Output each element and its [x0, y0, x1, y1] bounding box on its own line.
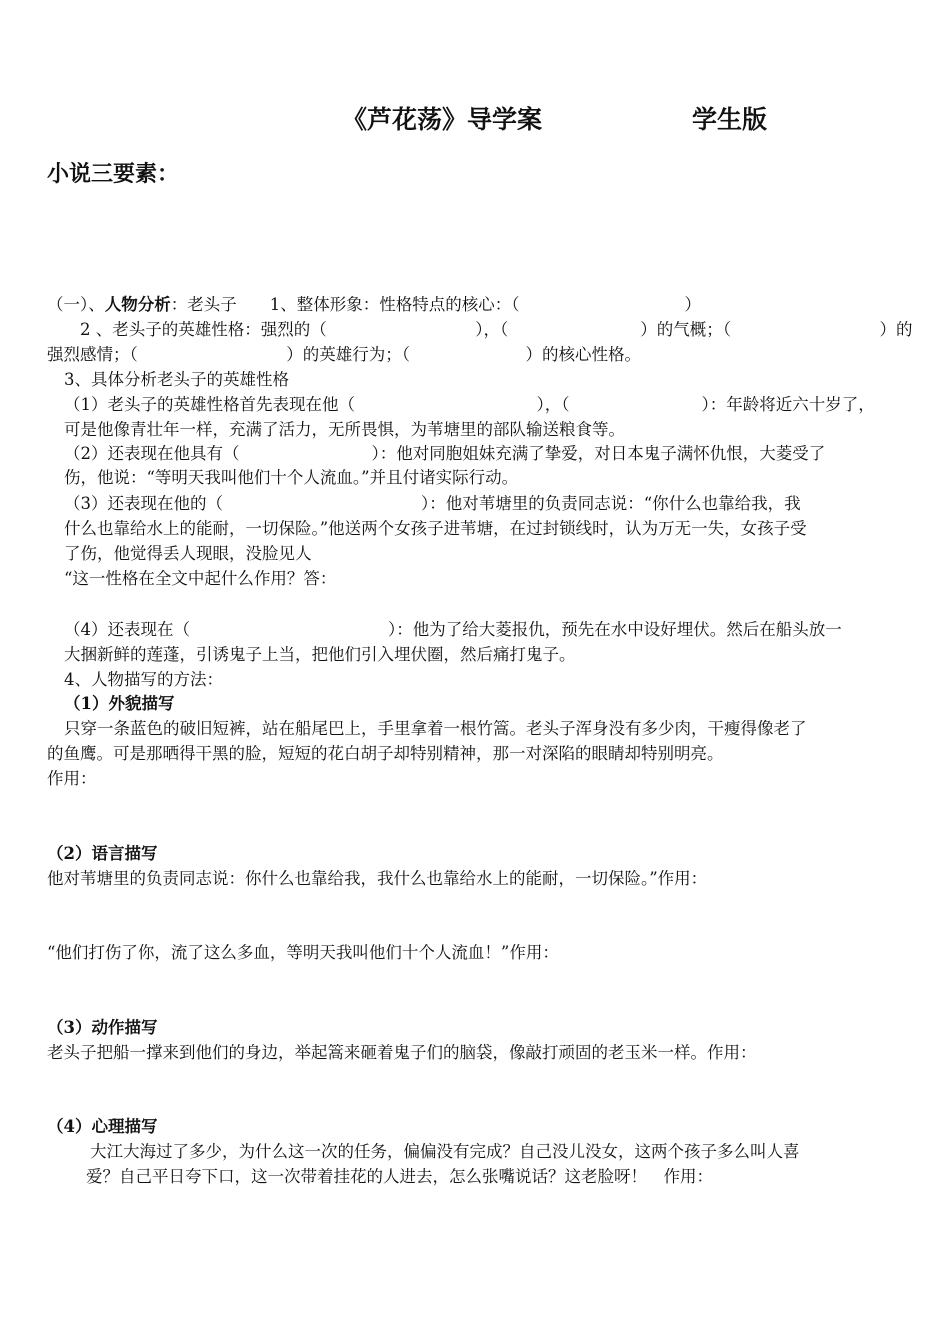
section-prefix: （一）、 — [47, 295, 105, 314]
subheading-psychology: （4）心理描写 — [47, 1117, 158, 1136]
text-line: 可是他像青壮年一样，充满了活力，无所畏惧，为苇塘里的部队输送粮食等。 — [64, 420, 625, 439]
text-line: 的鱼鹰。可是那晒得干黑的脸，短短的花白胡子却特别精神，那一对深陷的眼睛却特别明亮。 — [47, 744, 724, 763]
page-title: 《芦花荡》导学案 — [342, 105, 543, 134]
text-line: （4）还表现在（ ）：他为了给大菱报仇，预先在水中设好埋伏。然后在船头放一 — [64, 620, 842, 639]
character-analysis-line — [47, 294, 701, 316]
text-line: 强烈感情；（ ）的英雄行为；（ ）的核心性格。 — [47, 345, 641, 364]
text-line: 爱？自己平日夸下口，这一次带着挂花的人进去，怎么张嘴说话？这老脸呀！ 作用： — [86, 1167, 713, 1186]
text-line: 什么也靠给水上的能耐，一切保险。”他送两个女孩子进苇塘，在过封锁线时，认为万无一失，女孩子受 — [64, 519, 807, 538]
edition-label: 学生版 — [692, 105, 768, 134]
subheading-action: （3）动作描写 — [47, 1018, 158, 1037]
text-line: （2）还表现在他具有（ ）：他对同胞姐妹充满了挚爱，对日本鬼子满怀仇恨，大菱受了 — [64, 444, 826, 463]
section-heading-character: 人物分析 — [104, 295, 171, 314]
text-line: （1）老头子的英雄性格首先表现在他（ ），（ ）：年龄将近六十岁了， — [64, 395, 875, 414]
text-line: 4、人物描写的方法： — [64, 670, 223, 689]
subheading-appearance: （1）外貌描写 — [64, 694, 175, 713]
text-line: 老头子把船一撑来到他们的身边，举起篙来砸着鬼子们的脑袋，像敲打顽固的老玉米一样。作用： — [47, 1043, 757, 1062]
text-line: 他对苇塘里的负责同志说：你什么也靠给我，我什么也靠给水上的能耐，一切保险。”作用： — [47, 869, 708, 888]
text-line: 大江大海过了多少，为什么这一次的任务，偏偏没有完成？自己没儿没女，这两个孩子多么叫人喜 — [90, 1142, 800, 1161]
text-line: 只穿一条蓝色的破旧短裤，站在船尾巴上，手里拿着一根竹篙。老头子浑身没有多少肉，干瘦得像老了 — [64, 719, 807, 738]
text-line: 了伤，他觉得丢人现眼，没脸见人 — [64, 544, 312, 563]
question-line: “这一性格在全文中起什么作用？答： — [64, 569, 337, 588]
section-heading-elements: 小说三要素： — [47, 161, 180, 187]
text-line: （3）还表现在他的（ ）：他对苇塘里的负责同志说：“你什么也靠给我，我 — [64, 494, 801, 513]
section-text: ：老头子 1、整体形象：性格特点的核心：（ ） — [170, 295, 701, 314]
text-line: 伤，他说：“等明天我叫他们十个人流血。”并且付诸实际行动。 — [64, 468, 519, 487]
subheading-language: （2）语言描写 — [47, 844, 158, 863]
text-line: 3、具体分析老头子的英雄性格 — [64, 370, 289, 389]
text-line: 大捆新鲜的莲蓬，引诱鬼子上当，把他们引入埋伏圈，然后痛打鬼子。 — [64, 645, 576, 664]
answer-prompt: 作用： — [47, 769, 97, 788]
text-line: “他们打伤了你，流了这么多血，等明天我叫他们十个人流血！”作用： — [47, 943, 559, 962]
text-line: 2 、老头子的英雄性格：强烈的（ ），（ ）的气概；（ ）的 — [80, 320, 913, 339]
